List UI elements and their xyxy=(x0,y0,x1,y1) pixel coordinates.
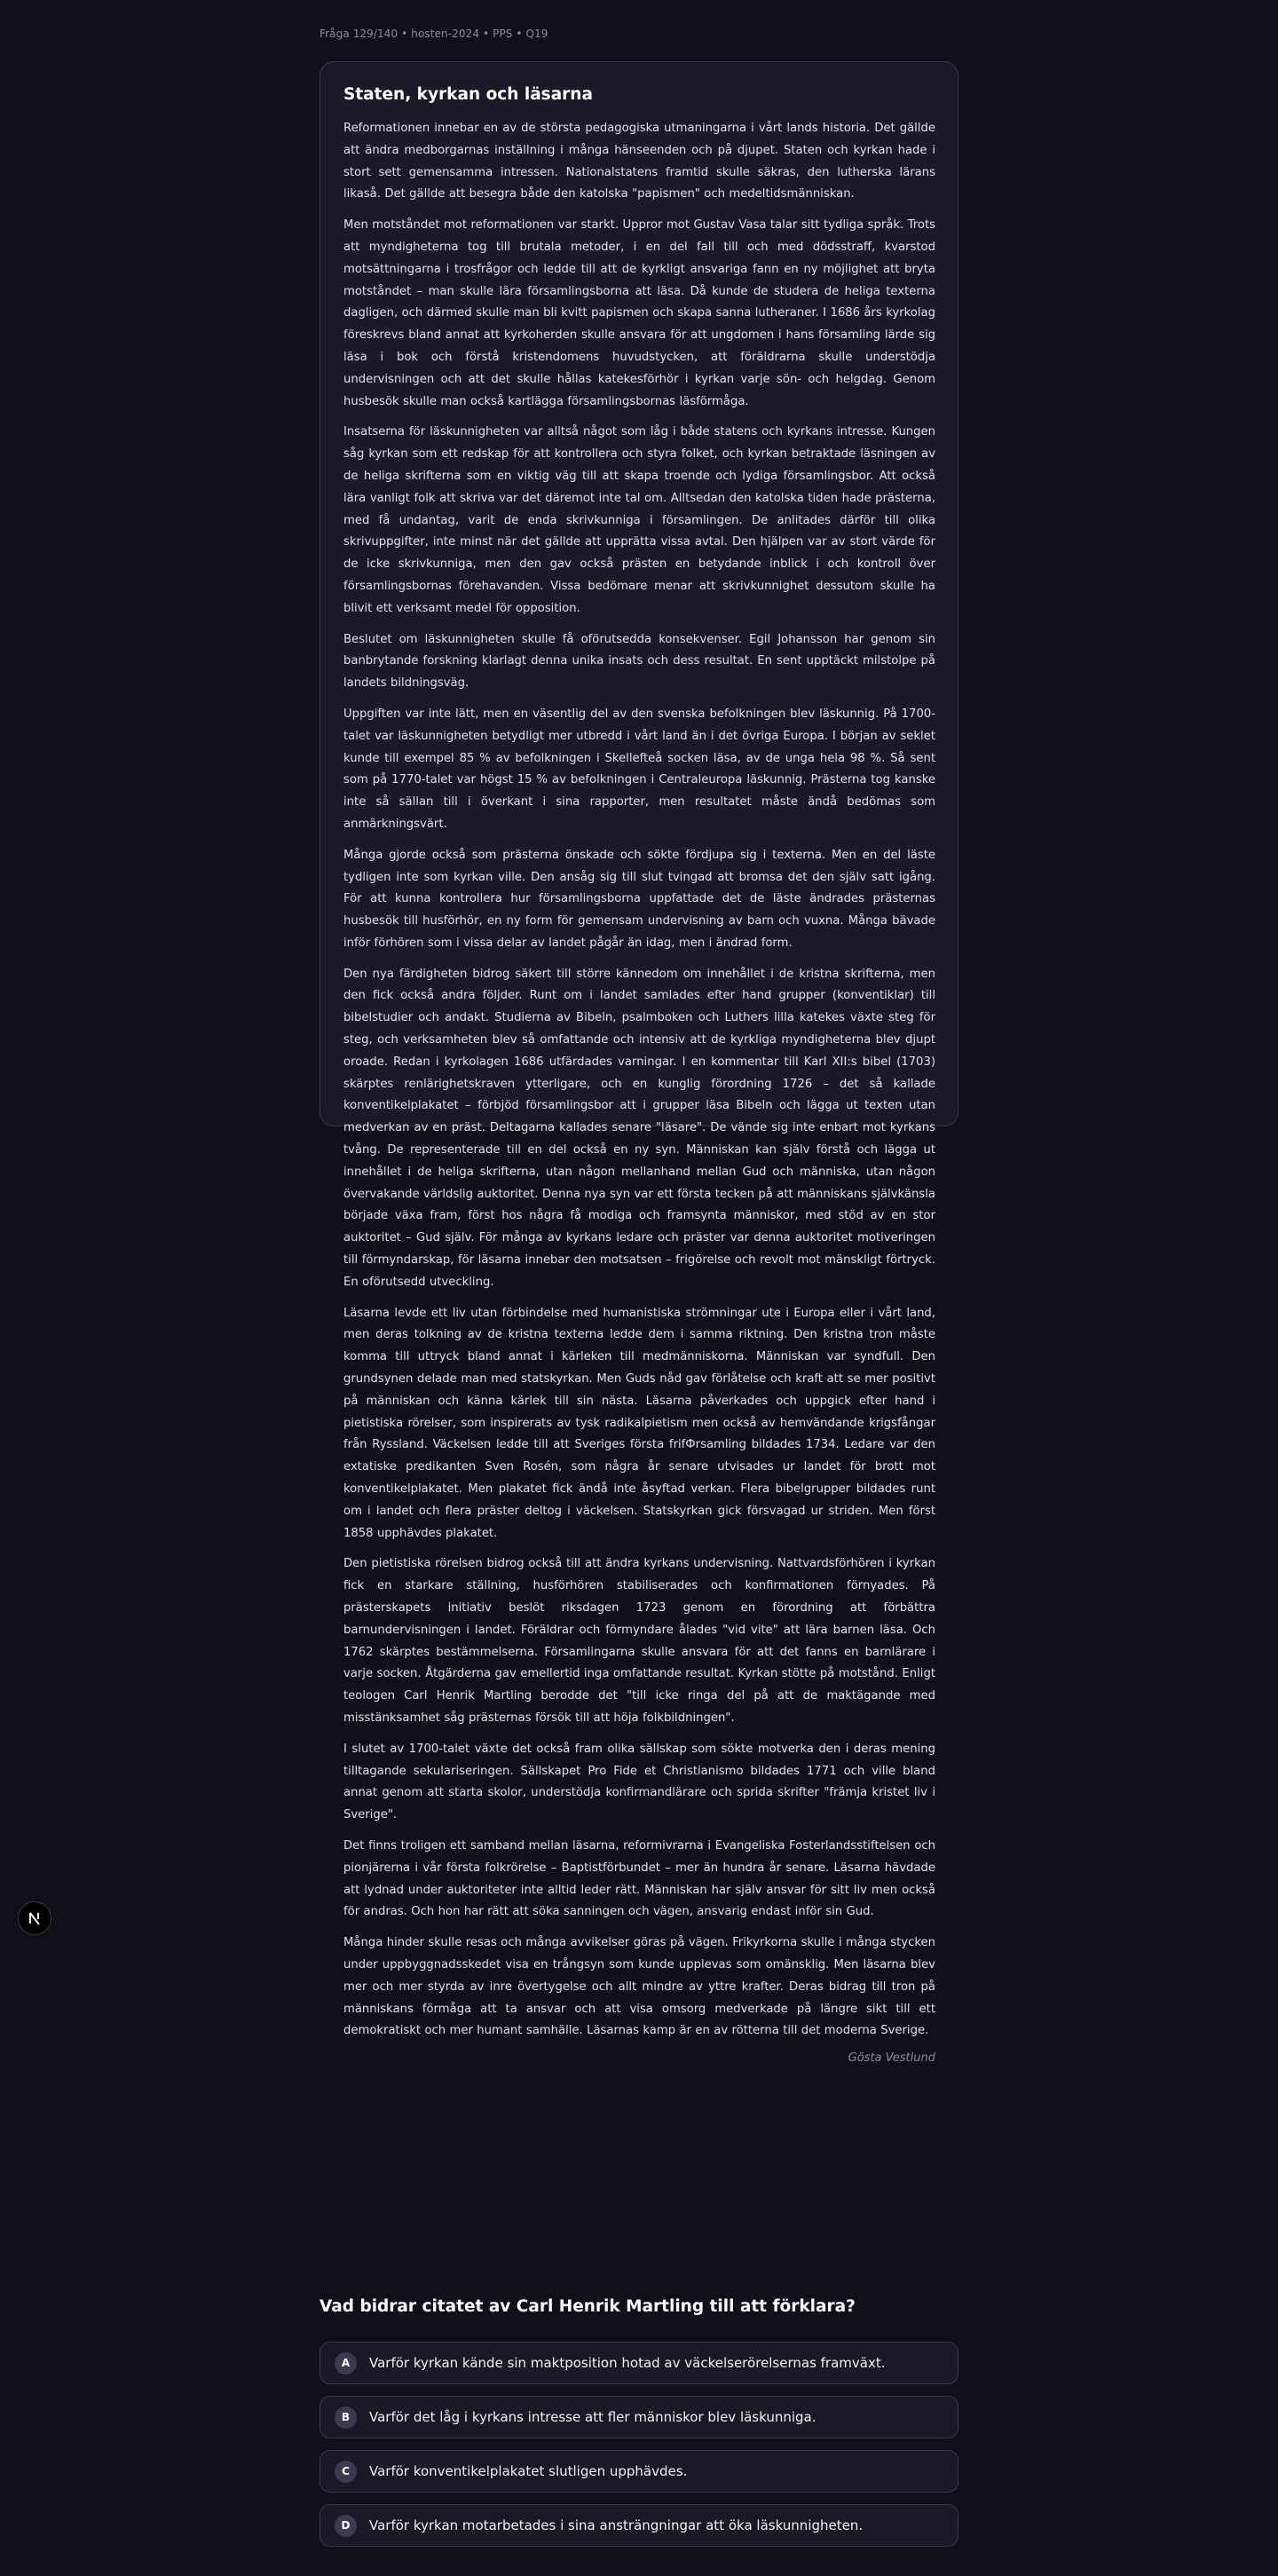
passage-paragraph: Många gjorde också som prästerna önskade och sökte fördjupa sig i texterna. Men en del läste tydligen inte som kyrkan ville. Den ansåg sig till slut tvingad att bromsa det den själv satt igång. För att kunna kontrollera hur församlingsborna uppfattade det de läste ändrades prästernas husbesök till husförhör, en ny form för gemensam undervisning av barn och vuxna. Många bävade inför förhören som i vissa delar av landet pågår än idag, men i ändrad form. xyxy=(343,848,935,950)
answer-option-a[interactable] xyxy=(320,2342,958,2384)
answer-options xyxy=(320,2342,958,2558)
option-letter: C xyxy=(335,2461,357,2483)
passage-paragraph: Men motståndet mot reformationen var starkt. Uppror mot Gustav Vasa talar sitt tydliga språk. Trots att myndigheterna tog till brutala metoder, i en del fall till och med dödsstraff, kvarstod motsättningarna i trosfrågor och ledde till att de kyrkligt ansvariga fann en ny möjlighet att bryta motståndet – man skulle lära församlingsborna att läsa. Då kunde de studera de heliga texterna dagligen, och därmed skulle man bli kvitt papismen och skapa sanna lutheraner. I 1686 års kyrkolag föreskrevs bland annat att kyrkoherden skulle ansvara för att ungdomen i hans församling lärde sig läsa i bok och förstå kristendomens huvudstycken, att föräldrarna skulle understödja undervisningen och att det skulle hållas katekesförhör i kyrkan varje sön- och helgdag. Genom husbesök skulle man också kartlägga församlingsbornas läsförmåga. xyxy=(343,218,935,408)
breadcrumb: Fråga 129/140 • hosten-2024 • PPS • Q19 xyxy=(320,28,548,40)
passage-paragraph: I slutet av 1700-talet växte det också fram olika sällskap som sökte motverka den i deras mening tilltagande sekulariseringen. Sällskapet Pro Fide et Christianismo bildades 1771 och ville bland annat genom att starta skolor, understödja konfirmandlärare och sprida skrifter "främja kristet liv i Sverige". xyxy=(343,1742,935,1822)
answer-option-b[interactable] xyxy=(320,2396,958,2438)
passage-card xyxy=(320,61,958,2066)
option-text: Varför kyrkan kände sin maktposition hotad av väckelserörelsernas framväxt. xyxy=(369,2355,886,2371)
answer-option-d[interactable] xyxy=(320,2504,958,2547)
option-text: Varför konventikelplakatet slutligen upphävdes. xyxy=(369,2463,688,2479)
option-text: Varför det låg i kyrkans intresse att fler människor blev läskunniga. xyxy=(369,2409,816,2425)
option-letter: D xyxy=(335,2515,357,2537)
answer-option-c[interactable] xyxy=(320,2450,958,2493)
passage-paragraph: Läsarna levde ett liv utan förbindelse med humanistiska strömningar ute i Europa eller i vårt land, men deras tolkning av de kristna texterna ledde dem i samma riktning. Den kristna tron måste komma till uttryck bland annat i kärleken till medmänniskorna. Människan var syndfull. Den grundsynen delade man med statskyrkan. Men Guds nåd gav förlåtelse och kraft att se mer positivt på människan och känna kärlek till sin nästa. Läsarna påverkades och uppgick efter hand i pietistiska rörelser, som inspirerats av tysk radikalpietism men också av hemvändande krigsfångar från Ryssland. Väckelsen ledde till att Sveriges första frifФrsamling bildades 1734. Ledare var den extatiske predikanten Sven Rosén, som några år senare utvisades ur landet för brott mot konventikelplakatet. Men plakatet fick ändå inte åsyftad verkan. Flera bibelgrupper bildades runt om i landet och flera präster deltog i väckelsen. Statskyrkan gick försvagad ur striden. Men först 1858 upphävdes plakatet. xyxy=(343,1306,935,1540)
passage-author: Gösta Vestlund xyxy=(848,2051,935,2066)
passage-paragraph: Många hinder skulle resas och många avvikelser göras på vägen. Frikyrkorna skulle i många stycken under uppbyggnadsskedet visa en trångsyn som kunde upplevas som omänsklig. Men läsarna blev mer och mer styrda av inre övertygelse och allt mindre av yttre krafter. Deras bidrag till tron på människans förmåga att ta ansvar och att visa omsorg medverkade på längre sikt till ett demokratiskt och mer humant samhälle. Läsarnas kamp är en av rötterna till det moderna Sverige. xyxy=(343,1936,935,2038)
option-letter: A xyxy=(335,2352,357,2375)
passage-paragraph: Den nya färdigheten bidrog säkert till större kännedom om innehållet i de kristna skrifterna, men den fick också andra följder. Runt om i landet samlades efter hand grupper (konventiklar) till bibelstudier och andakt. Studierna av Bibeln, psalmboken och Luthers lilla katekes växte steg för steg, och verksamheten blev så omfattande och intensiv att de kyrkliga myndigheterna blev djupt oroade. Redan i kyrkolagen 1686 utfärdades varningar. I en kommentar till Karl XII:s bibel (1703) skärptes renlärighetskraven ytterligare, och en kunglig förordning 1726 – det så kallade konventikelplakatet – förbjöd församlingsbor att i grupper läsa Bibeln och lägga ut texten utan medverkan av en präst. Deltagarna kallades senare "läsare". De vände sig inte enbart mot kyrkans tvång. De representerade till en del också en ny syn. Människan kan själv förstå och lägga ut innehållet i de heliga skrifterna, utan någon mellanhand mellan Gud och människa, utan någon övervakande världslig auktoritet. Denna nya syn var ett första tecken på att människans självkänsla började växa fram, först hos några få modiga och framsynta människor, med stöd av en stor auktoritet – Gud själv. För många av kyrkans ledare och präster var denna auktoritet motiveringen till förmyndarskap, för läsarna innebar den motsatsen – frigörelse och revolt mot mänskligt förtryck. En oförutsedd utveckling. xyxy=(343,967,935,1289)
option-letter: B xyxy=(335,2406,357,2429)
passage-paragraph: Reformationen innebar en av de största pedagogiska utmaningarna i vårt lands historia. Det gällde att ändra medborgarnas inställning i många hänseenden och på djupet. Staten och kyrkan hade i stort sett gemensamma intressen. Nationalstatens framtid skulle säkras, den lutherska lärans likaså. Det gällde att besegra både den katolska "papismen" och medeltidsmänniskan. xyxy=(343,122,935,201)
passage-paragraph: Insatserna för läskunnigheten var alltså något som låg i både statens och kyrkans intresse. Kungen såg kyrkan som ett redskap för att kontrollera och styra folket, och kyrkan betraktade läsningen av de heliga skrifterna som en viktig väg till att skapa troende och lydiga församlingsbor. Att också lära vanligt folk att skriva var det däremot inte tal om. Alltsedan den katolska tiden hade prästerna, med få undantag, varit de enda skrivkunniga i församlingen. De anlitades därför till olika skrivuppgifter, inte minst när det gällde att upprätta vissa avtal. Den hjälpen var av stort värde för de icke skrivkunniga, men den gav också prästen en betydande inblick i och kontroll över församlingsbornas förehavanden. Vissa bedömare menar att skrivkunnighet dessutom skulle ha blivit ett verksamt medel för opposition. xyxy=(343,425,935,615)
passage-paragraph: Det finns troligen ett samband mellan läsarna, reformivrarna i Evangeliska Fosterlandsstiftelsen och pionjärerna i vår första folkrörelse – Baptistförbundet – mer än hundra år senare. Läsarna hävdade att lydnad under auktoriteter inte alltid leder rätt. Människan har själv ansvar för sitt liv men också för andras. Och hon har rätt att söka sanningen och vägen, ansvarig endast inför sin Gud. xyxy=(343,1838,935,1919)
option-text: Varför kyrkan motarbetades i sina ansträngningar att öka läskunnigheten. xyxy=(369,2517,864,2533)
next-logo-icon[interactable] xyxy=(18,1901,51,1935)
passage-paragraph: Uppgiften var inte lätt, men en väsentlig del av den svenska befolkningen blev läskunnig. På 1700-talet var läskunnigheten betydligt mer utbredd i vårt land än i det övriga Europa. I början av seklet kunde till exempel 85 % av befolkningen i Skellefteå socken läsa, av de unga hela 98 %. Så sent som på 1770-talet var högst 15 % av befolkningen i Centraleuropa läskunnig. Prästerna tog kanske inte så sällan till i överkant i sina rapporter, men resultatet måste ändå bedömas som anmärkningsvärt. xyxy=(343,707,935,831)
next-logo-glyph-icon xyxy=(26,1909,43,1927)
passage-paragraph: Beslutet om läskunnigheten skulle få oförutsedda konsekvenser. Egil Johansson har genom sin banbrytande forskning klarlagt denna unika insats och dess resultat. En sent upptäckt milstolpe på landets bildningsväg. xyxy=(343,632,935,691)
passage-title: Staten, kyrkan och läsarna xyxy=(343,85,593,104)
question-text: Vad bidrar citatet av Carl Henrik Martling till att förklara? xyxy=(320,2297,856,2316)
passage-paragraph: Den pietistiska rörelsen bidrog också till att ändra kyrkans undervisning. Nattvardsförhören i kyrkan fick en starkare ställning, husförhören stabiliserades och konfirmationen förnyades. På prästerskapets initiativ beslöt riksdagen 1723 genom en förordning att förbättra barnundervisningen i landet. Föräldrar och förmyndare ålades "vid vite" att lära barnen läsa. Och 1762 skärptes bestämmelserna. Församlingarna skulle ansvara för att det fanns en barnlärare i varje socken. Åtgärderna gav emellertid inga omfattande resultat. Kyrkan stötte på motstånd. Enligt teologen Carl Henrik Martling berodde det "till icke ringa del på att de maktägande med misstänksamhet såg prästernas försök till att höja folkbildningen". xyxy=(343,1557,935,1725)
